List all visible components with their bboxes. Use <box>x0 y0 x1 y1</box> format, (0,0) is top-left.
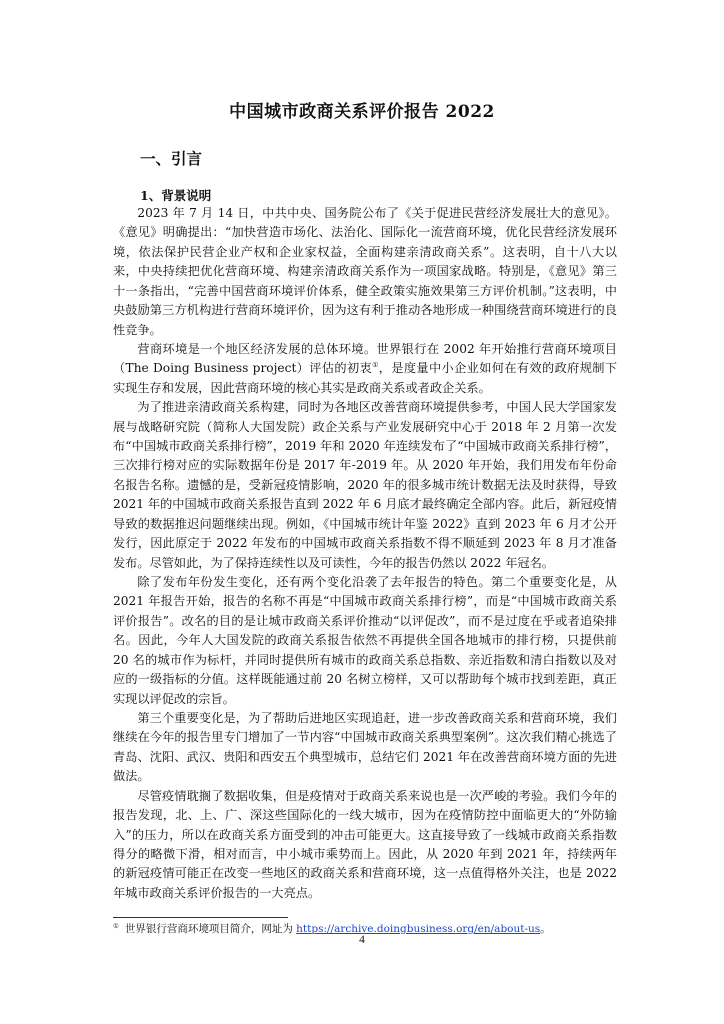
sub-heading: 1、背景说明 <box>140 188 212 203</box>
paragraph-3: 为了推进亲清政商关系构建，同时为各地区改善营商环境提供参考，中国人民大学国家发展与战略研究院（简称人大国发院）政企关系与产业发展研究中心于 2018 年 2 月第一次发布“中国城市政商关系排行榜”，2019 年和 2020 年连续发布了“中国城市政商关系排行榜”，三次排行榜对应的实际数据年份是 2017 年-2019 年。从 2020 年开始，我们用发布年份命名报告名称。遗憾的是，受新冠疫情影响，2020 年的很多城市统计数据无法及时获得，导致 2021 年的中国城市政商关系报告直到 2022 年 6 月底才最终确定全部内容。此后，新冠疫情导致的数据推迟问题继续出现。例如，《中国城市统计年鉴 2022》直到 2023 年 6 月才公开发行，因此原定于 2022 年发布的中国城市政商关系指数不得不顺延到 2023 年 8 月才准备发布。尽管如此，为了保持连续性以及可读性，今年的报告仍然以 2022 年冠名。 <box>113 400 617 570</box>
footnote-trailing: 。 <box>540 923 551 935</box>
footnote-divider <box>113 917 288 918</box>
footnote-link[interactable]: https://archive.doingbusiness.org/en/about-us <box>296 923 541 935</box>
paragraph-5: 第三个重要变化是，为了帮助后进地区实现追赶，进一步改善政商关系和营商环境，我们继续在今年的报告里专门增加了一节内容“中国城市政商关系典型案例”。这次我们精心挑选了青岛、沈阳、武汉、贵阳和西安五个典型城市，总结它们 2021 年在改善营商环境方面的先进做法。 <box>113 710 617 784</box>
footnote-text: 世界银行营商环境项目简介，网址为 <box>124 923 297 935</box>
section-heading: 一、引言 <box>140 149 203 168</box>
paragraph-4: 除了发布年份发生变化，还有两个变化沿袭了去年报告的特色。第二个重要变化是，从 2021 年报告开始，报告的名称不再是“中国城市政商关系排行榜”，而是“中国城市政商关系评价报告”。改名的目的是让城市政商关系评价推动“以评促改”，而不是过度在乎或者追染排名。因此，今年人大国发院的政商关系报告依然不再提供全国各地城市的排行榜，只提供前 20 名的城市作为标杆，并同时提供所有城市的政商关系总指数、亲近指数和清白指数以及对应的一级指标的分值。这样既能通过前 20 名树立榜样，又可以帮助每个城市找到差距，真正实现以评促改的宗旨。 <box>113 575 617 706</box>
body-text <box>113 204 617 903</box>
footnote-reference[interactable]: ① <box>372 361 379 370</box>
paragraph-1: 2023 年 7 月 14 日，中共中央、国务院公布了《关于促进民营经济发展壮大的意见》。《意见》明确提出：“加快营造市场化、法治化、国际化一流营商环境，优化民营经济发展环境，依法保护民营企业产权和企业家权益，全面构建亲清政商关系”。这表明，自十八大以来，中央持续把优化营商环境、构建亲清政商关系作为一项国家战略。特别是，《意见》第三十一条指出，“完善中国营商环境评价体系，健全政策实施效果第三方评价机制。”这表明，中央鼓励第三方机构进行营商环境评价，因为这有利于推动各地形成一种围绕营商环境进行的良性竞争。 <box>113 206 617 337</box>
paragraph-2 <box>113 340 617 398</box>
footnote-number: ① <box>113 921 119 930</box>
paragraph-2-lead: 营商环境是一个地区经济发展的总体环境。世界银行在 2002 年开始推行营商环境项目（The Doing Business project）评估的初衷 <box>113 341 617 376</box>
report-title: 中国城市政商关系评价报告 2022 <box>229 102 495 122</box>
paragraph-6: 尽管疫情耽搁了数据收集，但是疫情对于政商关系来说也是一次严峻的考验。我们今年的报告发现，北、上、广、深这些国际化的一线大城市，因为在疫情防控中面临更大的“外防输入”的压力，所以在政商关系方面受到的冲击可能更大。这直接导致了一线城市政商关系指数得分的略微下滑，相对而言，中小城市乘势而上。因此，从 2020 年到 2021 年，持续两年的新冠疫情可能正在改变一些地区的政商关系和营商环境，这一点值得格外关注，也是 2022 年城市政商关系评价报告的一大亮点。 <box>113 788 617 900</box>
paragraph-2-rest: ，是度量中小企业如何在有效的政府规制下实现生存和发展，因此营商环境的核心其实是政商关系或者政企关系。 <box>113 361 618 395</box>
page-number: 4 <box>359 934 365 946</box>
